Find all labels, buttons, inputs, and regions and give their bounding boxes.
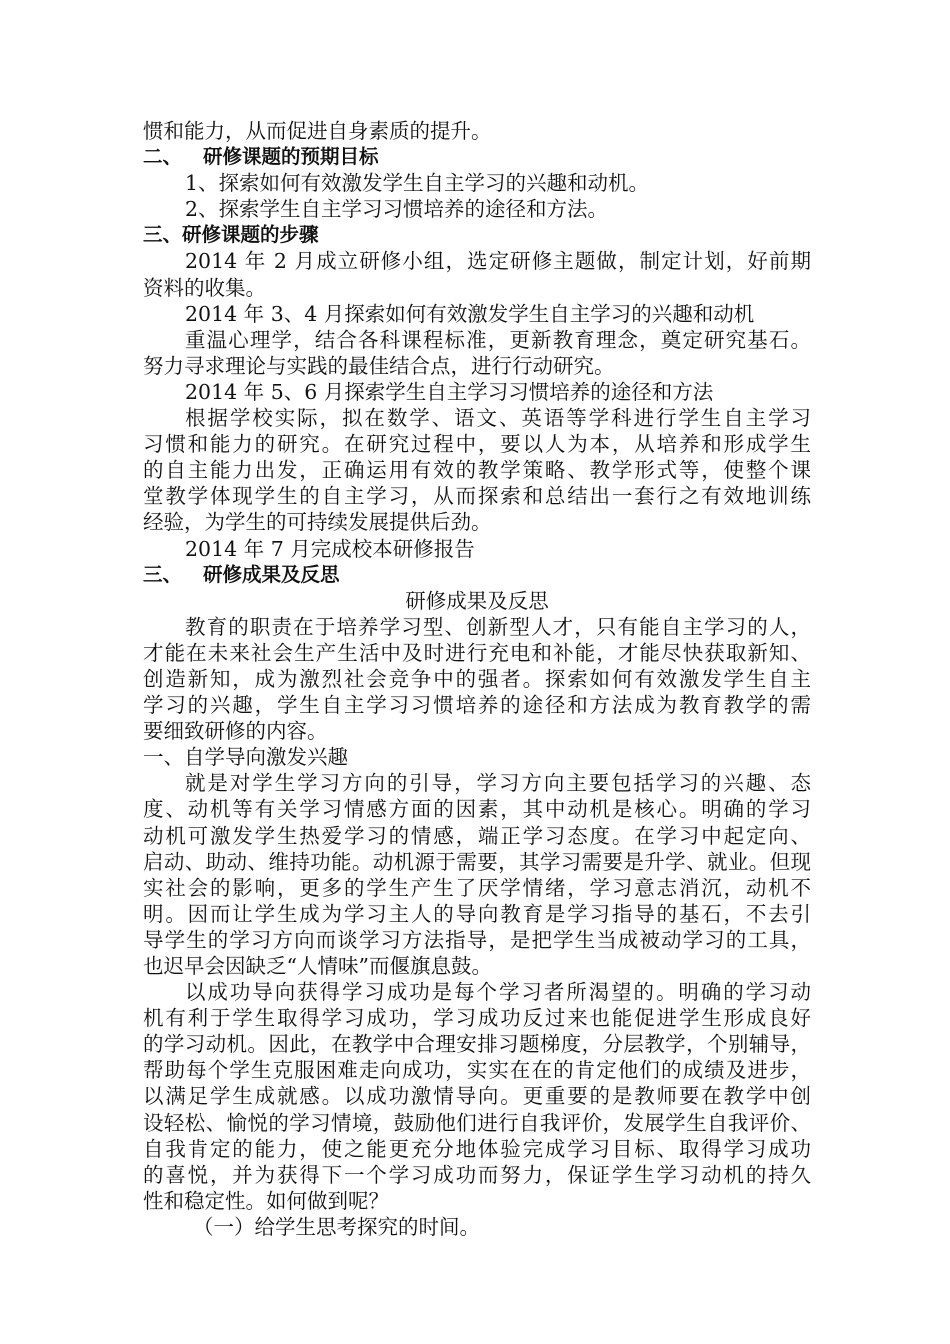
text-line: 惯和能力，从而促进自身素质的提升。	[143, 119, 492, 143]
text-line: 堂教学体现学生的自主学习，从而探索和总结出一套行之有效地训练	[143, 484, 811, 509]
text-line: 明。因而让学生成为学习主人的导向教育是学习指导的基石，不去引	[143, 901, 811, 926]
text-line: 动机可激发学生热爱学习的情感，端正学习态度。在学习中起定向、	[143, 823, 811, 848]
text-line: 度、动机等有关学习情感方面的因素，其中动机是核心。明确的学习	[143, 797, 811, 822]
text-line: 自我肯定的能力，使之能更充分地体验完成学习目标、取得学习成功	[143, 1136, 811, 1161]
text-line: 习惯和能力的研究。在研究过程中，要以人为本，从培养和形成学生	[143, 432, 811, 457]
document-page	[143, 118, 811, 1240]
text-line: 经验，为学生的可持续发展提供后劲。	[143, 510, 492, 535]
text-line: 就是对学生学习方向的引导，学习方向主要包括学习的兴趣、态	[185, 771, 811, 796]
text-line: 以满足学生成就感。以成功激情导向。更重要的是教师要在教学中创	[143, 1084, 811, 1109]
subsection-title: 研修成果及反思	[405, 588, 549, 613]
text-line: 学习的兴趣，学生自主学习习惯培养的途径和方法成为教育教学的需	[143, 693, 811, 718]
text-line: 导学生的学习方向而谈学习方法指导，是把学生当成被动学习的工具，	[143, 927, 811, 952]
text-line: 2014 年 7 月完成校本研修报告	[185, 536, 475, 561]
text-line: 也迟早会因缺乏“人情味”而偃旗息鼓。	[143, 954, 492, 978]
text-line: 教育的职责在于培养学习型、创新型人才，只有能自主学习的人，	[185, 614, 811, 639]
text-line: 2014 年 3、4 月探索如何有效激发学生自主学习的兴趣和动机	[185, 301, 755, 326]
text-line: 一、自学导向激发兴趣	[143, 745, 348, 770]
section-title: 研修课题的预期目标	[203, 145, 379, 169]
section-number: 二、	[143, 145, 183, 169]
text-line: 启动、助动、维持功能。动机源于需要，其学习需要是升学、就业。但现	[143, 849, 811, 874]
section-title: 研修成果及反思	[203, 562, 340, 586]
text-line: 实社会的影响，更多的学生产生了厌学情绪，学习意志消沉，动机不	[143, 875, 811, 900]
text-line: 才能在未来社会生产生活中及时进行充电和补能，才能尽快获取新知、	[143, 640, 811, 665]
section-heading	[143, 562, 811, 588]
text-line: （一）给学生思考探究的时间。	[193, 1214, 480, 1239]
text-line: 根据学校实际，拟在数学、语文、英语等学科进行学生自主学习	[185, 406, 811, 431]
text-line: 的喜悦，并为获得下一个学习成功而努力，保证学生学习动机的持久	[143, 1162, 811, 1187]
text-line: 机有利于学生取得学习成功，学习成功反过来也能促进学生形成良好	[143, 1006, 811, 1031]
text-line: 重温心理学，结合各科课程标准，更新教育理念，奠定研究基石。	[185, 327, 811, 352]
text-line: 努力寻求理论与实践的最佳结合点，进行行动研究。	[143, 353, 615, 378]
section-number: 三、	[143, 562, 183, 586]
text-line: 资料的收集。	[143, 275, 266, 300]
text-line: 的自主能力出发，正确运用有效的教学策略、教学形式等，使整个课	[143, 458, 811, 483]
text-line: 帮助每个学生克服困难走向成功，实实在在的肯定他们的成绩及进步，	[143, 1058, 811, 1083]
section-heading: 三、研修课题的步骤	[143, 223, 319, 247]
text-line: 2、探索学生自主学习习惯培养的途径和方法。	[185, 197, 609, 222]
text-line: 要细致研修的内容。	[143, 719, 328, 744]
text-line: 设轻松、愉悦的学习情境，鼓励他们进行自我评价，发展学生自我评价、	[143, 1110, 811, 1135]
text-line: 2014 年 5、6 月探索学生自主学习习惯培养的途径和方法	[185, 379, 714, 404]
text-line: 以成功导向获得学习成功是每个学习者所渴望的。明确的学习动	[185, 980, 811, 1005]
section-heading	[143, 144, 811, 170]
text-line: 创造新知，成为激烈社会竞争中的强者。探索如何有效激发学生自主	[143, 666, 811, 691]
text-line: 性和稳定性。如何做到呢？	[143, 1188, 389, 1213]
text-line: 的学习动机。因此，在教学中合理安排习题梯度，分层教学，个别辅导，	[143, 1032, 811, 1057]
text-line: 2014 年 2 月成立研修小组，选定研修主题做，制定计划，好前期	[185, 249, 811, 274]
text-line: 1、探索如何有效激发学生自主学习的兴趣和动机。	[185, 171, 650, 196]
